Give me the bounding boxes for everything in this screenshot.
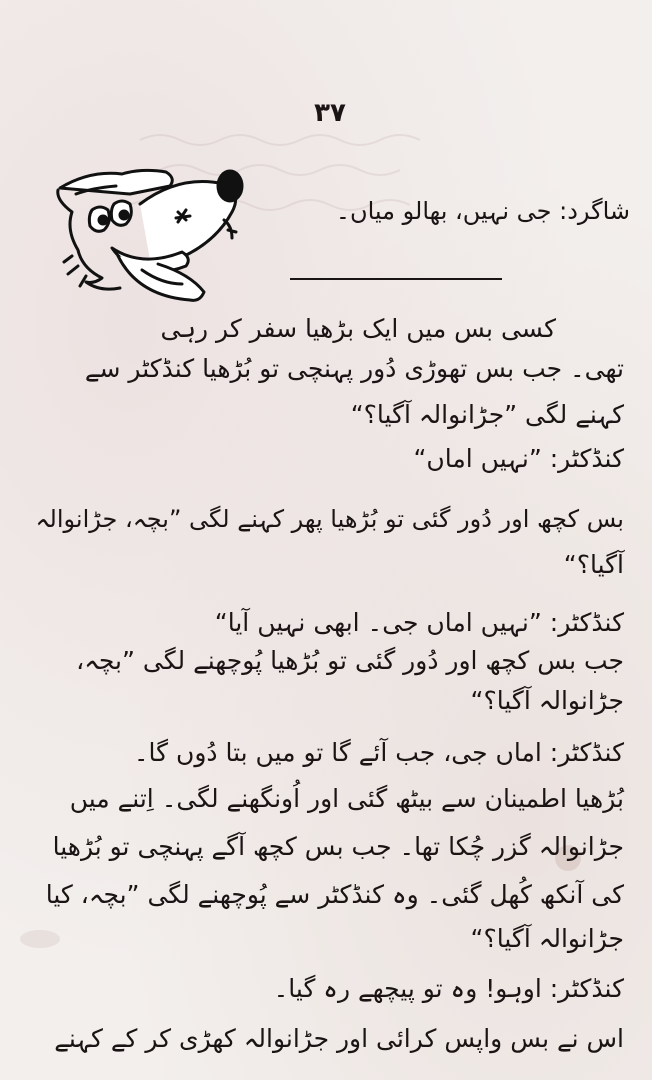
story-line: بس کچھ اور دُور گئی تو بُڑھیا پھر کہنے لگی ”بچہ، جڑانوالہ <box>35 505 624 533</box>
story-line: کی آنکھ کُھل گئی۔ وہ کنڈکٹر سے پُوچھنے لگی ”بچہ، کیا <box>45 880 624 909</box>
story-line: آگیا؟“ <box>563 550 624 579</box>
story-line: بُڑھیا اطمینان سے بیٹھ گئی اور اُونگھنے لگی۔ اِتنے میں <box>69 784 624 813</box>
story-line: کنڈکٹر: ”نہیں اماں جی۔ ابھی نہیں آیا“ <box>214 608 624 637</box>
story-line: جڑانوالہ آگیا؟“ <box>470 686 624 715</box>
story-line: اس نے بس واپس کرائی اور جڑانوالہ کھڑی کر کے کہنے <box>54 1024 624 1053</box>
story-line: جڑانوالہ آگیا؟“ <box>470 924 624 953</box>
section-divider <box>290 278 502 280</box>
story-line: کنڈکٹر: اوہو! وہ تو پیچھے رہ گیا۔ <box>273 974 624 1003</box>
story-line: جڑانوالہ گزر چُکا تھا۔ جب بس کچھ آگے پہنچی تو بُڑھیا <box>52 832 624 861</box>
story-line: کہنے لگی ”جڑانوالہ آگیا؟“ <box>350 400 624 429</box>
paper-stain <box>20 930 60 948</box>
story-line: کسی بس میں ایک بڑھیا سفر کر رہی <box>160 314 556 343</box>
page-number: ۳۷ <box>314 98 346 128</box>
story-line: کنڈکٹر: ”نہیں اماں“ <box>413 444 624 473</box>
story-line: کنڈکٹر: اماں جی، جب آئے گا تو میں بتا دُوں گا۔ <box>133 738 624 767</box>
story-line: جب بس کچھ اور دُور گئی تو بُڑھیا پُوچھنے لگی ”بچہ، <box>76 646 624 675</box>
story-line: تھی۔ جب بس تھوڑی دُور پہنچی تو بُڑھیا کنڈکٹر سے <box>84 354 624 383</box>
wolf-cartoon-illustration <box>52 160 252 320</box>
dialogue-line: شاگرد: جی نہیں، بھالو میاں۔ <box>335 197 630 225</box>
